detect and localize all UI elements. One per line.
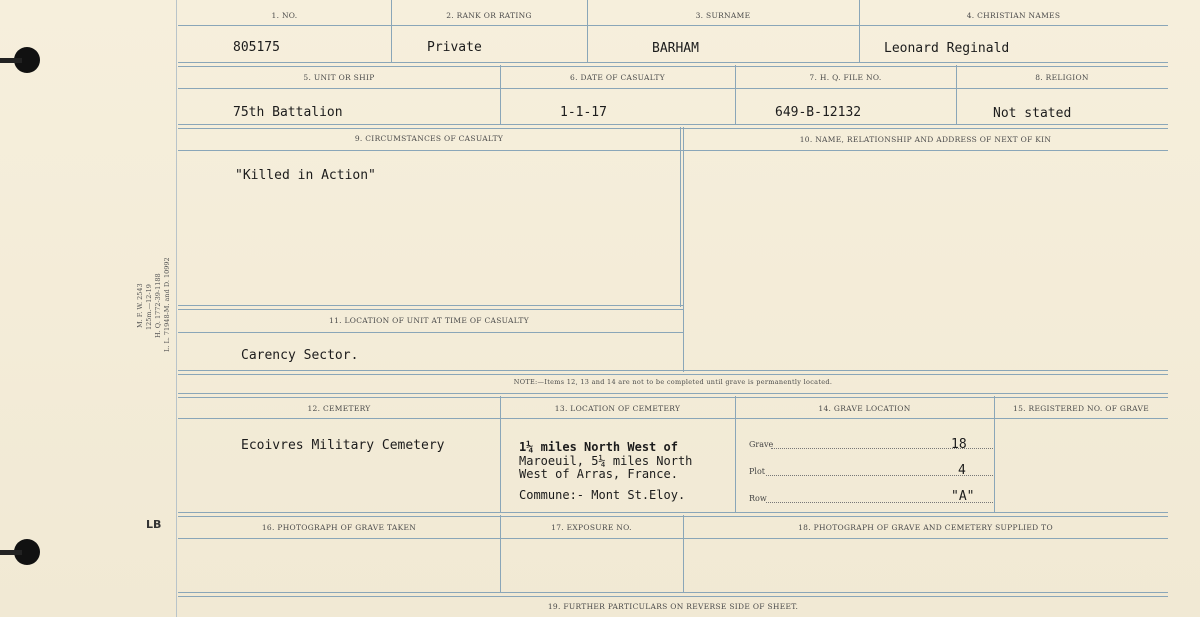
commune: Commune:- Mont St.Eloy.	[519, 488, 686, 502]
grave-number: 18	[951, 437, 967, 452]
further-particulars-note: 19. FURTHER PARTICULARS ON REVERSE SIDE OF SHEET.	[547, 602, 799, 611]
form-print-line: H. Q. 1772-39-1188	[154, 273, 162, 338]
field-label-unit-location: 11. LOCATION OF UNIT AT TIME OF CASUALTY	[329, 316, 529, 325]
field-label-grave-location: 14. GRAVE LOCATION	[818, 404, 911, 413]
field-label-christian-names: 4. CHRISTIAN NAMES	[966, 11, 1061, 20]
field-label-circumstances: 9. CIRCUMSTANCES OF CASUALTY	[354, 134, 504, 143]
field-label-photo-taken: 16. PHOTOGRAPH OF GRAVE TAKEN	[261, 523, 417, 532]
row-label: Row	[749, 494, 767, 503]
field-label-file-no: 7. H. Q. FILE NO.	[809, 73, 882, 82]
unit-location: Carency Sector.	[241, 348, 359, 363]
grave-label: Grave	[749, 440, 774, 449]
field-label-religion: 8. RELIGION	[1035, 73, 1089, 82]
cemetery: Ecoivres Military Cemetery	[241, 438, 445, 453]
field-label-cemetery: 12. CEMETERY	[307, 404, 371, 413]
plot-label: Plot	[749, 467, 765, 476]
unit: 75th Battalion	[233, 105, 343, 120]
rank: Private	[427, 40, 482, 55]
field-label-no: 1. NO.	[271, 11, 298, 20]
cemetery-location-line: West of Arras, France.	[519, 467, 678, 481]
form-print-line: 125m.—12-19	[145, 284, 153, 330]
hq-file-no: 649-B-12132	[775, 105, 862, 120]
cemetery-location-line: Maroeuil, 5¼ miles North	[519, 454, 693, 468]
field-label-surname: 3. SURNAME	[695, 11, 751, 20]
field-label-date: 6. DATE OF CASUALTY	[570, 73, 665, 82]
field-label-unit: 5. UNIT OR SHIP	[303, 73, 375, 82]
cemetery-location-line: 1¼ miles North West of	[519, 440, 678, 454]
circumstances: "Killed in Action"	[235, 168, 376, 183]
date-of-casualty: 1-1-17	[560, 105, 607, 120]
field-label-rank: 2. RANK OR RATING	[446, 11, 532, 20]
field-label-next-of-kin: 10. NAME, RELATIONSHIP AND ADDRESS OF NEXT OF KIN	[799, 135, 1052, 144]
christian-names: Leonard Reginald	[884, 41, 1010, 56]
form-print-line: L. L. 71948-M. and D. 10992	[163, 257, 171, 352]
clerk-initials: LB	[146, 518, 162, 531]
field-label-registered-no: 15. REGISTERED NO. OF GRAVE	[1013, 404, 1149, 413]
row-letter: "A"	[951, 489, 975, 504]
completion-note: NOTE:—Items 12, 13 and 14 are not to be completed until grave is permanently located.	[513, 378, 833, 386]
surname: BARHAM	[652, 41, 699, 56]
form-print-line: M. F. W. 2543	[136, 283, 144, 328]
field-label-exposure: 17. EXPOSURE NO.	[551, 523, 632, 532]
field-label-photo-supplied: 18. PHOTOGRAPH OF GRAVE AND CEMETERY SUPPLIED TO	[798, 523, 1053, 532]
plot-number: 4	[958, 463, 966, 478]
field-label-cemetery-location: 13. LOCATION OF CEMETERY	[554, 404, 681, 413]
service-number: 805175	[233, 40, 280, 55]
religion: Not stated	[993, 106, 1072, 121]
